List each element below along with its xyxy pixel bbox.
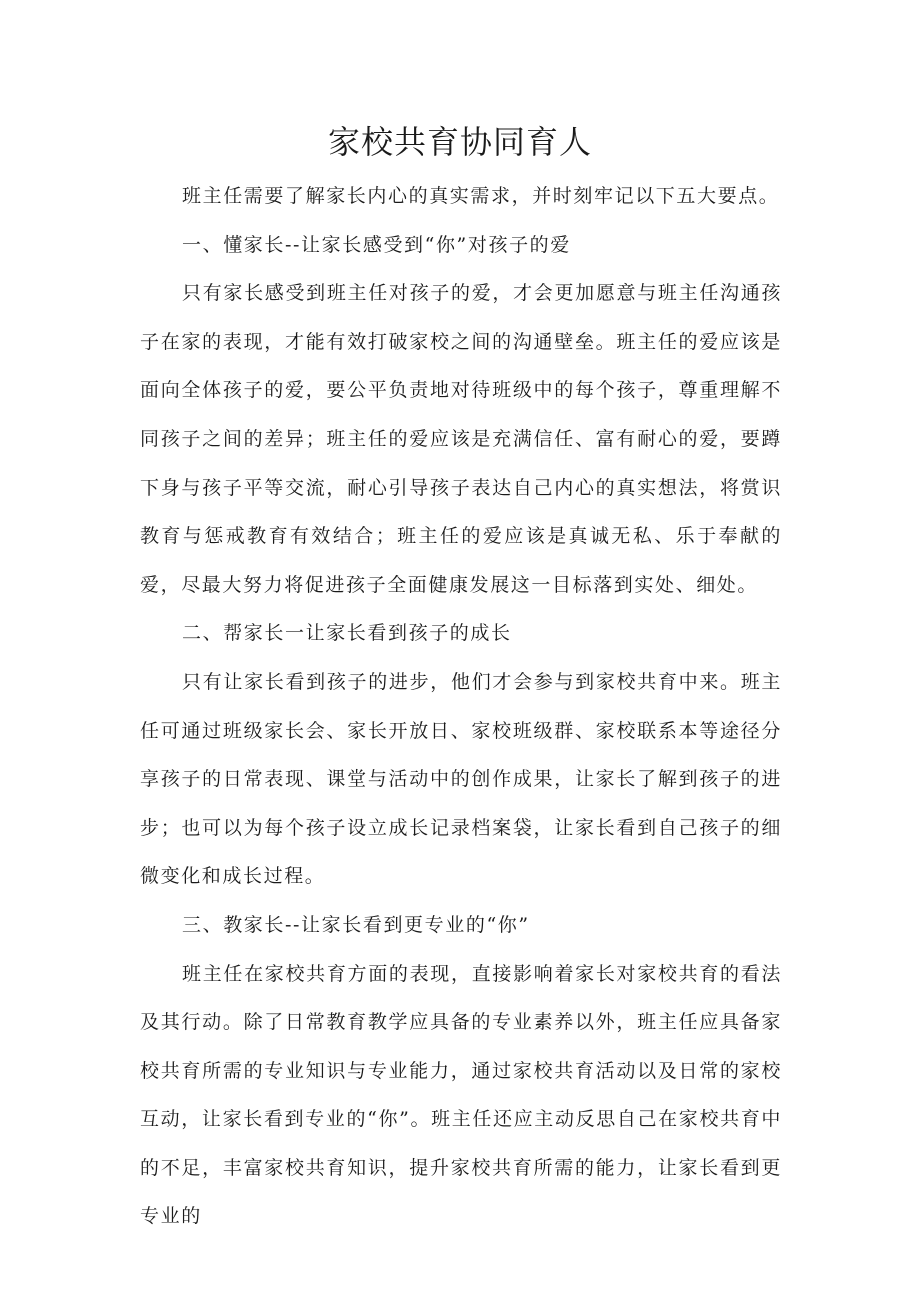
- section-heading-1: 一、懂家长--让家长感受到“你”对孩子的爱: [182, 233, 571, 256]
- section-paragraph-1: 只有家长感受到班主任对孩子的爱，才会更加愿意与班主任沟通孩子在家的表现，才能有效打破家校之间的沟通壁垒。班主任的爱应该是面向全体孩子的爱，要公平负责地对待班级中的每个孩子，尊重理解不同孩子之间的差异；班主任的爱应该是充满信任、富有耐心的爱，要蹲下身与孩子平等交流，耐心引导孩子表达自己内心的真实想法，将赏识教育与惩戒教育有效结合；班主任的爱应该是真诚无私、乐于奉献的爱，尽最大努力将促进孩子全面健康发展这一目标落到实处、细处。: [140, 282, 782, 596]
- document-title: 家校共育协同育人: [327, 123, 592, 161]
- section-paragraph-3: 班主任在家校共育方面的表现，直接影响着家长对家校共育的看法及其行动。除了日常教育教学应具备的专业素养以外，班主任应具备家校共育所需的专业知识与专业能力，通过家校共育活动以及日常的家校互动，让家长看到专业的“你”。班主任还应主动反思自己在家校共育中的不足，丰富家校共育知识，提升家校共育所需的能力，让家长看到更专业的: [140, 962, 782, 1228]
- section-heading-3: 三、教家长--让家长看到更专业的“你”: [182, 913, 530, 936]
- section-paragraph-2: 只有让家长看到孩子的进步，他们才会参与到家校共育中来。班主任可通过班级家长会、家长开放日、家校班级群、家校联系本等途径分享孩子的日常表现、课堂与活动中的创作成果，让家长了解到孩子的进步；也可以为每个孩子设立成长记录档案袋，让家长看到自己孩子的细微变化和成长过程。: [140, 670, 782, 888]
- section-heading-2: 二、帮家长一让家长看到孩子的成长: [182, 622, 512, 645]
- document-body: [140, 172, 782, 1241]
- intro-paragraph: 班主任需要了解家长内心的真实需求，并时刻牢记以下五大要点。: [182, 185, 780, 207]
